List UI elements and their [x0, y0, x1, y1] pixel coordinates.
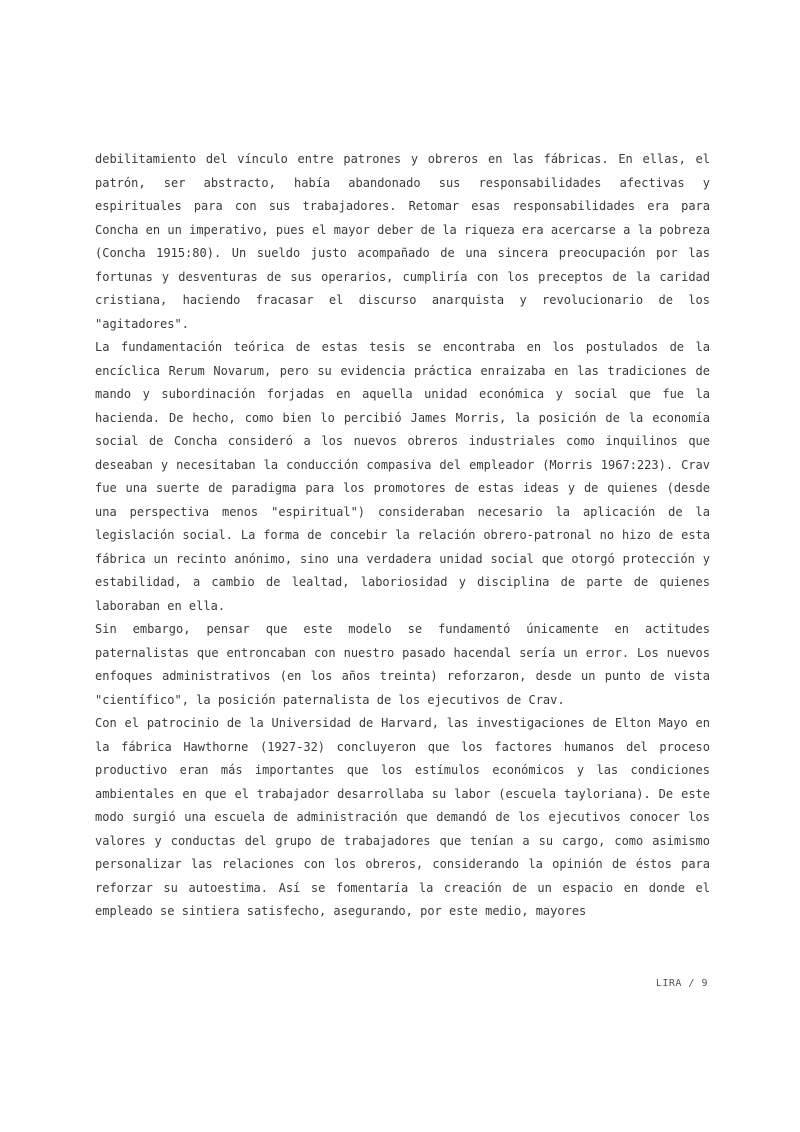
body-text — [95, 148, 710, 924]
paragraph: La fundamentación teórica de estas tesis se encontraba en los postulados de la encíclica Rerum Novarum, pero su evidencia práctica enraizaba en las tradiciones de mando y subordinación forjadas en aquella unidad económica y social que fue la hacienda. De hecho, como bien lo percibió James Morris, la posición de la economía social de Concha consideró a los nuevos obreros industriales como inquilinos que deseaban y necesitaban la conducción compasiva del empleador (Morris 1967:223). Crav fue una suerte de paradigma para los promotores de estas ideas y de quienes (desde una perspectiva menos "espiritual") consideraban necesario la aplicación de la legislación social. La forma de concebir la relación obrero-patronal no hizo de esta fábrica un recinto anónimo, sino una verdadera unidad social que otorgó protección y estabilidad, a cambio de lealtad, laboriosidad y disciplina de parte de quienes laboraban en ella. — [95, 340, 710, 613]
paragraph: debilitamiento del vínculo entre patrones y obreros en las fábricas. En ellas, el patrón, ser abstracto, había abandonado sus responsabilidades afectivas y espirituales para con sus trabajadores. Retomar esas responsabilidades era para Concha en un imperativo, pues el mayor deber de la riqueza era acercarse a la pobreza (Concha 1915:80). Un sueldo justo acompañado de una sincera preocupación por las fortunas y desventuras de sus operarios, cumpliría con los preceptos de la caridad cristiana, haciendo fracasar el discurso anarquista y revolucionario de los "agitadores". — [95, 152, 710, 331]
paragraph: Sin embargo, pensar que este modelo se fundamentó únicamente en actitudes paternalistas que entroncaban con nuestro pasado hacendal sería un error. Los nuevos enfoques administrativos (en los años treinta) reforzaron, desde un punto de vista "científico", la posición paternalista de los ejecutivos de Crav. — [95, 622, 710, 707]
page-footer: LIRA / 9 — [655, 978, 708, 989]
paragraph: Con el patrocinio de la Universidad de Harvard, las investigaciones de Elton Mayo en la fábrica Hawthorne (1927-32) concluyeron que los factores humanos del proceso productivo eran más importantes que los estímulos económicos y las condiciones ambientales en que el trabajador desarrollaba su labor (escuela tayloriana). De este modo surgió una escuela de administración que demandó de los ejecutivos conocer los valores y conductas del grupo de trabajadores que tenían a su cargo, como asimismo personalizar las relaciones con los obreros, considerando la opinión de éstos para reforzar su autoestima. Así se fomentaría la creación de un espacio en donde el empleado se sintiera satisfecho, asegurando, por este medio, mayores — [95, 716, 710, 918]
